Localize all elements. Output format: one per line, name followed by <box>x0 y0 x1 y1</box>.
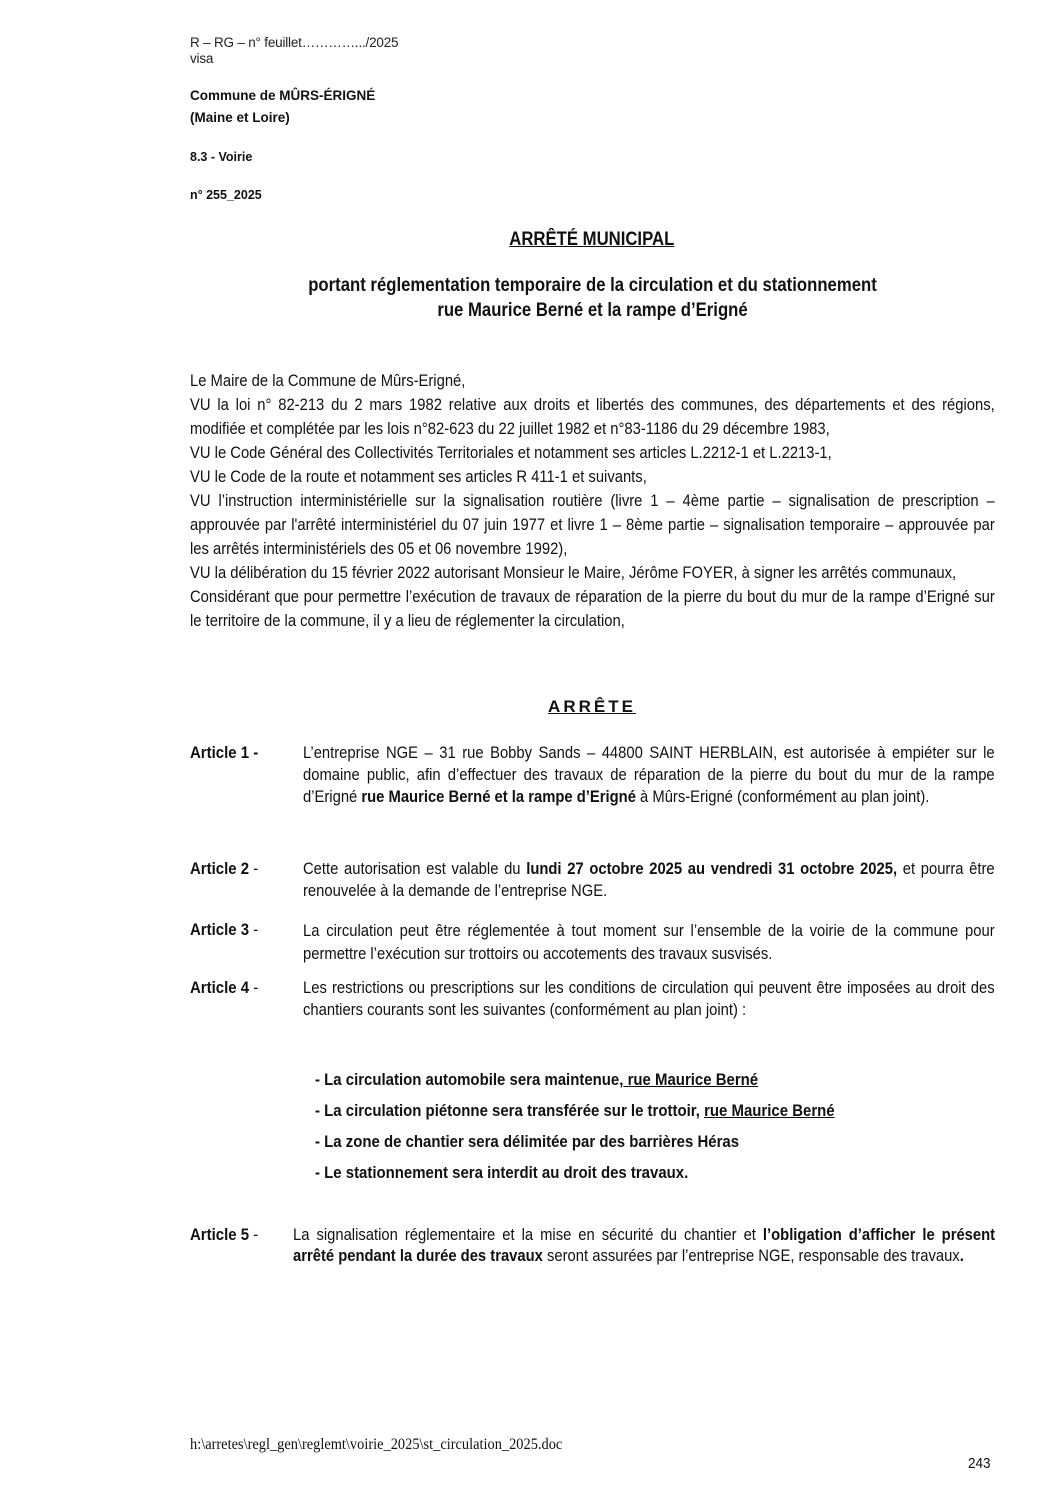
visa-label: visa <box>190 51 214 66</box>
preamble-vu-code-route: VU le Code de la route et notamment ses articles R 411-1 et suivants, <box>190 467 647 486</box>
subtitle-line-2: rue Maurice Berné et la rampe d’Erigné <box>437 300 748 321</box>
footer-file-path: h:\arretes\regl_gen\reglemt\voirie_2025\st_circulation_2025.doc <box>190 1436 563 1453</box>
article-5-label: Article 5 - <box>190 1225 259 1244</box>
article-2-text: Cette autorisation est valable du lundi 27 octobre 2025 au vendredi 31 octobre 2025, et pourra être renouvelée à la demande de l’entreprise NGE. <box>303 859 995 900</box>
subtitle-line-1: portant réglementation temporaire de la circulation et du stationnement <box>308 275 877 296</box>
article-1-text: L’entreprise NGE – 31 rue Bobby Sands – 44800 SAINT HERBLAIN, est autorisée à empiéter sur le domaine public, afin d’effectuer des travaux de réparation de la pierre du bout du mur de la rampe d’Erigné rue Maurice Berné et la rampe d’Erigné à Mûrs-Erigné (conformément au plan joint). <box>303 743 995 806</box>
arrete-number: n° 255_2025 <box>190 188 262 202</box>
article-3-text: La circulation peut être réglementée à tout moment sur l’ensemble de la voirie de la commune pour permettre l’exécution sur trottoirs ou accotements des travaux susvisés. <box>303 921 995 963</box>
page-title: ARRÊTÉ MUNICIPAL <box>509 229 675 250</box>
article-4-bullets <box>315 1069 905 1193</box>
article-2-label: Article 2 - <box>190 859 259 878</box>
commune-name: Commune de MÛRS-ÉRIGNÉ <box>190 88 376 103</box>
department-name: (Maine et Loire) <box>190 110 290 125</box>
bullet-item: - La zone de chantier sera délimitée par des barrières Héras <box>315 1132 740 1151</box>
reference-line: R – RG – n° feuillet………….../2025 <box>190 35 399 50</box>
arrete-heading: ARRÊTE <box>548 697 636 716</box>
preamble-vu-instruction: VU l’instruction interministérielle sur la signalisation routière (livre 1 – 4ème partie – signalisation de prescription – approuvée par l'arrêté interministériel du 07 juin 1977 et livre 1 – 8ème partie – signalisation temporaire – approuvée par les arrêtés interministériels des 05 et 06 novembre 1992), <box>190 491 995 558</box>
preamble-vu-loi: VU la loi n° 82-213 du 2 mars 1982 relative aux droits et libertés des communes, des départements et des régions, modifiée et complétée par les lois n°82-623 du 22 juillet 1982 et n°83-1186 du 29 décembre 1983, <box>190 395 995 438</box>
preamble-vu-deliberation: VU la délibération du 15 février 2022 autorisant Monsieur le Maire, Jérôme FOYER, à signer les arrêtés communaux, <box>190 563 957 582</box>
category-label: 8.3 - Voirie <box>190 150 253 164</box>
preamble-vu-cgct: VU le Code Général des Collectivités Territoriales et notamment ses articles L.2212-1 et L.2213-1, <box>190 443 832 462</box>
article-1-label: Article 1 - <box>190 743 259 762</box>
preamble-mayor: Le Maire de la Commune de Mûrs-Erigné, <box>190 371 466 390</box>
article-5-text: La signalisation réglementaire et la mise en sécurité du chantier et l’obligation d’afficher le présent arrêté pendant la durée des travaux seront assurées par l’entreprise NGE, responsable des travaux. <box>293 1225 996 1265</box>
bullet-item: - Le stationnement sera interdit au droit des travaux. <box>315 1163 689 1182</box>
article-4-label: Article 4 - <box>190 978 259 997</box>
article-4-text: Les restrictions ou prescriptions sur les conditions de circulation qui peuvent être imposées au droit des chantiers courants sont les suivantes (conformément au plan joint) : <box>303 978 995 1019</box>
bullet-item: - La circulation piétonne sera transférée sur le trottoir, rue Maurice Berné <box>315 1101 835 1120</box>
preamble-considerant: Considérant que pour permettre l’exécution de travaux de réparation de la pierre du bout du mur de la rampe d’Erigné sur le territoire de la commune, il y a lieu de réglementer la circulation, <box>190 587 995 630</box>
bullet-item: - La circulation automobile sera maintenue, rue Maurice Berné <box>315 1070 759 1089</box>
article-3-label: Article 3 - <box>190 920 259 939</box>
page-number: 243 <box>968 1455 991 1472</box>
preamble <box>190 369 995 633</box>
